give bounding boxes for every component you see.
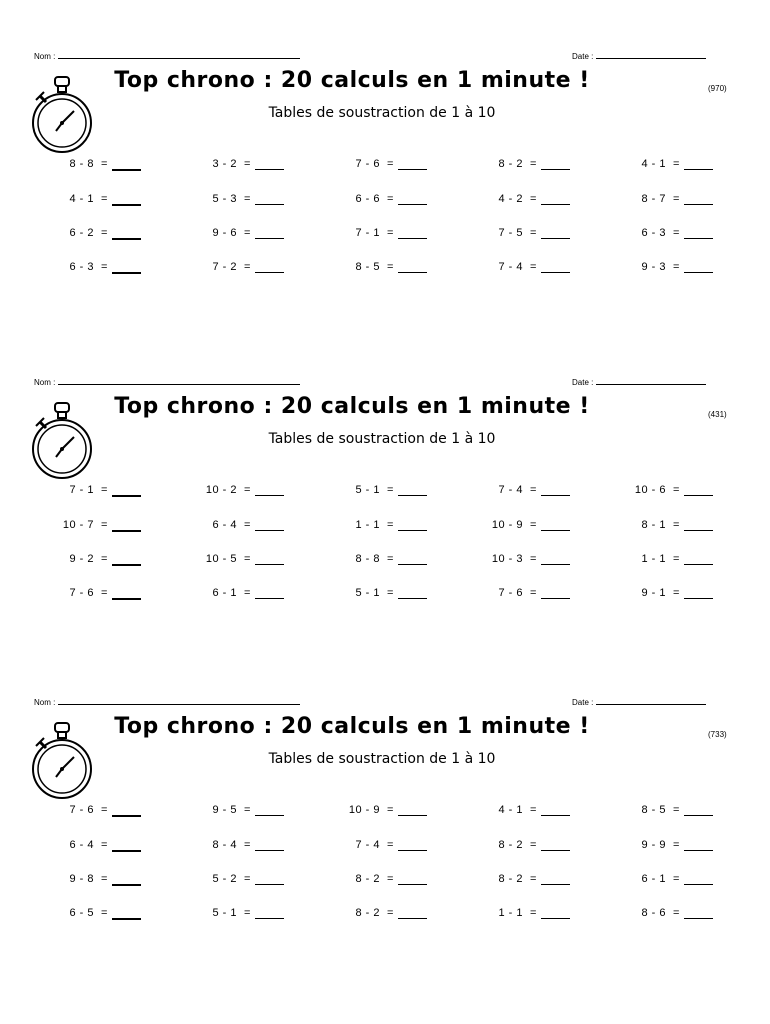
calculation-expression: 8 - 8 bbox=[69, 158, 94, 170]
equals-sign: = bbox=[244, 873, 251, 885]
equals-sign: = bbox=[530, 553, 537, 565]
date-line[interactable] bbox=[596, 50, 706, 59]
name-line[interactable] bbox=[58, 50, 300, 59]
name-label: Nom : bbox=[34, 698, 56, 707]
equals-sign: = bbox=[387, 158, 394, 170]
equals-sign: = bbox=[244, 553, 251, 565]
calculation-item bbox=[606, 261, 746, 281]
calculation-expression: 10 - 7 bbox=[62, 519, 94, 531]
equals-sign: = bbox=[530, 587, 537, 599]
equals-sign: = bbox=[101, 873, 108, 885]
answer-blank[interactable] bbox=[112, 884, 141, 886]
date-label: Date : bbox=[572, 52, 594, 61]
equals-sign: = bbox=[387, 553, 394, 565]
calculation-item bbox=[177, 519, 317, 539]
equals-sign: = bbox=[101, 839, 108, 851]
worksheet-title: Top chrono : 20 calculs en 1 minute ! bbox=[114, 714, 590, 739]
worksheet-title: Top chrono : 20 calculs en 1 minute ! bbox=[114, 68, 590, 93]
worksheet-subtitle: Tables de soustraction de 1 à 10 bbox=[268, 105, 496, 121]
calculation-item bbox=[320, 873, 460, 893]
calculation-item bbox=[177, 587, 317, 607]
answer-blank[interactable] bbox=[255, 598, 284, 599]
calculation-expression: 6 - 3 bbox=[641, 227, 666, 239]
answer-blank[interactable] bbox=[684, 238, 713, 239]
calculation-item bbox=[177, 907, 317, 927]
calculation-expression: 9 - 8 bbox=[69, 873, 94, 885]
equals-sign: = bbox=[387, 804, 394, 816]
calculation-item bbox=[34, 261, 174, 281]
calculation-expression: 8 - 1 bbox=[641, 519, 666, 531]
calculation-item bbox=[34, 873, 174, 893]
calculation-item bbox=[463, 227, 603, 247]
equals-sign: = bbox=[530, 193, 537, 205]
calculation-item bbox=[177, 839, 317, 859]
date-label: Date : bbox=[572, 378, 594, 387]
calculation-grid bbox=[0, 804, 770, 919]
worksheet-title: Top chrono : 20 calculs en 1 minute ! bbox=[114, 394, 590, 419]
answer-blank[interactable] bbox=[398, 169, 427, 170]
calculation-expression: 9 - 6 bbox=[212, 227, 237, 239]
calculation-expression: 1 - 1 bbox=[641, 553, 666, 565]
name-field[interactable] bbox=[34, 696, 300, 707]
answer-blank[interactable] bbox=[541, 169, 570, 170]
answer-blank[interactable] bbox=[684, 918, 713, 919]
calculation-item bbox=[177, 804, 317, 824]
answer-blank[interactable] bbox=[255, 272, 284, 273]
equals-sign: = bbox=[101, 587, 108, 599]
calculation-item bbox=[34, 484, 174, 504]
equals-sign: = bbox=[530, 839, 537, 851]
header-fields bbox=[34, 50, 724, 64]
answer-blank[interactable] bbox=[541, 238, 570, 239]
equals-sign: = bbox=[673, 873, 680, 885]
calculation-item bbox=[320, 227, 460, 247]
date-field[interactable] bbox=[572, 696, 706, 707]
equals-sign: = bbox=[387, 261, 394, 273]
worksheet-code: (733) bbox=[708, 730, 727, 739]
answer-blank[interactable] bbox=[255, 850, 284, 851]
equals-sign: = bbox=[244, 519, 251, 531]
calculation-item bbox=[606, 158, 746, 178]
answer-blank[interactable] bbox=[112, 169, 141, 171]
answer-blank[interactable] bbox=[255, 815, 284, 816]
worksheet-subtitle: Tables de soustraction de 1 à 10 bbox=[268, 751, 496, 767]
answer-blank[interactable] bbox=[541, 815, 570, 816]
calculation-expression: 6 - 4 bbox=[212, 519, 237, 531]
answer-blank[interactable] bbox=[255, 204, 284, 205]
calculation-expression: 4 - 2 bbox=[498, 193, 523, 205]
equals-sign: = bbox=[387, 587, 394, 599]
answer-blank[interactable] bbox=[684, 204, 713, 205]
answer-blank[interactable] bbox=[112, 238, 141, 240]
answer-blank[interactable] bbox=[398, 238, 427, 239]
name-line[interactable] bbox=[58, 696, 300, 705]
calculation-expression: 8 - 8 bbox=[355, 553, 380, 565]
calculation-expression: 8 - 2 bbox=[498, 839, 523, 851]
answer-blank[interactable] bbox=[398, 530, 427, 531]
equals-sign: = bbox=[101, 193, 108, 205]
calculation-expression: 6 - 6 bbox=[355, 193, 380, 205]
answer-blank[interactable] bbox=[398, 564, 427, 565]
answer-blank[interactable] bbox=[398, 272, 427, 273]
calculation-item bbox=[320, 804, 460, 824]
equals-sign: = bbox=[673, 193, 680, 205]
calculation-item bbox=[320, 587, 460, 607]
calculation-expression: 10 - 6 bbox=[634, 484, 666, 496]
calculation-item bbox=[320, 484, 460, 504]
calculation-expression: 10 - 5 bbox=[205, 553, 237, 565]
calculation-expression: 7 - 5 bbox=[498, 227, 523, 239]
calculation-expression: 8 - 4 bbox=[212, 839, 237, 851]
calculation-expression: 7 - 4 bbox=[498, 261, 523, 273]
equals-sign: = bbox=[101, 227, 108, 239]
calculation-expression: 6 - 2 bbox=[69, 227, 94, 239]
answer-blank[interactable] bbox=[541, 598, 570, 599]
equals-sign: = bbox=[530, 158, 537, 170]
calculation-item bbox=[463, 587, 603, 607]
calculation-item bbox=[320, 519, 460, 539]
equals-sign: = bbox=[530, 227, 537, 239]
equals-sign: = bbox=[673, 839, 680, 851]
calculation-expression: 8 - 5 bbox=[355, 261, 380, 273]
calculation-expression: 5 - 1 bbox=[355, 587, 380, 599]
calculation-item bbox=[320, 158, 460, 178]
equals-sign: = bbox=[530, 804, 537, 816]
equals-sign: = bbox=[244, 484, 251, 496]
answer-blank[interactable] bbox=[398, 850, 427, 851]
equals-sign: = bbox=[387, 227, 394, 239]
answer-blank[interactable] bbox=[684, 850, 713, 851]
calculation-expression: 7 - 6 bbox=[69, 804, 94, 816]
equals-sign: = bbox=[244, 193, 251, 205]
calculation-item bbox=[606, 907, 746, 927]
equals-sign: = bbox=[673, 261, 680, 273]
name-field[interactable] bbox=[34, 376, 300, 387]
calculation-item bbox=[34, 158, 174, 178]
calculation-expression: 10 - 9 bbox=[491, 519, 523, 531]
calculation-item bbox=[34, 839, 174, 859]
calculation-item bbox=[606, 553, 746, 573]
answer-blank[interactable] bbox=[684, 564, 713, 565]
name-field[interactable] bbox=[34, 50, 300, 61]
header-fields bbox=[34, 376, 724, 390]
answer-blank[interactable] bbox=[541, 884, 570, 885]
answer-blank[interactable] bbox=[541, 918, 570, 919]
equals-sign: = bbox=[387, 193, 394, 205]
answer-blank[interactable] bbox=[112, 530, 141, 532]
calculation-item bbox=[320, 553, 460, 573]
answer-blank[interactable] bbox=[541, 204, 570, 205]
equals-sign: = bbox=[387, 873, 394, 885]
equals-sign: = bbox=[244, 261, 251, 273]
equals-sign: = bbox=[101, 907, 108, 919]
calculation-item bbox=[606, 193, 746, 213]
calculation-item bbox=[463, 873, 603, 893]
equals-sign: = bbox=[387, 907, 394, 919]
calculation-grid bbox=[0, 158, 770, 273]
calculation-expression: 6 - 1 bbox=[212, 587, 237, 599]
answer-blank[interactable] bbox=[684, 272, 713, 273]
answer-blank[interactable] bbox=[398, 598, 427, 599]
equals-sign: = bbox=[530, 484, 537, 496]
answer-blank[interactable] bbox=[112, 272, 141, 274]
equals-sign: = bbox=[101, 519, 108, 531]
answer-blank[interactable] bbox=[112, 850, 141, 852]
equals-sign: = bbox=[387, 519, 394, 531]
equals-sign: = bbox=[673, 158, 680, 170]
calculation-item bbox=[463, 193, 603, 213]
calculation-item bbox=[463, 839, 603, 859]
equals-sign: = bbox=[101, 484, 108, 496]
equals-sign: = bbox=[530, 873, 537, 885]
calculation-item bbox=[463, 907, 603, 927]
calculation-expression: 1 - 1 bbox=[355, 519, 380, 531]
worksheet-code: (431) bbox=[708, 410, 727, 419]
calculation-item bbox=[34, 227, 174, 247]
equals-sign: = bbox=[673, 227, 680, 239]
name-line[interactable] bbox=[58, 376, 300, 385]
answer-blank[interactable] bbox=[684, 598, 713, 599]
answer-blank[interactable] bbox=[398, 884, 427, 885]
answer-blank[interactable] bbox=[255, 918, 284, 919]
calculation-item bbox=[606, 227, 746, 247]
calculation-item bbox=[320, 261, 460, 281]
equals-sign: = bbox=[673, 553, 680, 565]
calculation-expression: 7 - 4 bbox=[498, 484, 523, 496]
calculation-item bbox=[320, 839, 460, 859]
calculation-expression: 7 - 6 bbox=[69, 587, 94, 599]
calculation-expression: 4 - 1 bbox=[498, 804, 523, 816]
calculation-expression: 8 - 2 bbox=[498, 158, 523, 170]
calculation-expression: 5 - 1 bbox=[212, 907, 237, 919]
calculation-expression: 7 - 4 bbox=[355, 839, 380, 851]
answer-blank[interactable] bbox=[112, 598, 141, 600]
date-field[interactable] bbox=[572, 376, 706, 387]
calculation-item bbox=[177, 484, 317, 504]
answer-blank[interactable] bbox=[112, 204, 141, 206]
answer-blank[interactable] bbox=[398, 815, 427, 816]
equals-sign: = bbox=[673, 907, 680, 919]
answer-blank[interactable] bbox=[684, 815, 713, 816]
calculation-expression: 6 - 1 bbox=[641, 873, 666, 885]
calculation-expression: 4 - 1 bbox=[641, 158, 666, 170]
calculation-expression: 9 - 3 bbox=[641, 261, 666, 273]
calculation-expression: 8 - 5 bbox=[641, 804, 666, 816]
equals-sign: = bbox=[530, 519, 537, 531]
equals-sign: = bbox=[244, 227, 251, 239]
calculation-expression: 8 - 2 bbox=[355, 907, 380, 919]
equals-sign: = bbox=[101, 261, 108, 273]
calculation-grid bbox=[0, 484, 770, 599]
calculation-item bbox=[34, 553, 174, 573]
answer-blank[interactable] bbox=[541, 530, 570, 531]
answer-blank[interactable] bbox=[255, 495, 284, 496]
calculation-item bbox=[463, 804, 603, 824]
calculation-expression: 6 - 4 bbox=[69, 839, 94, 851]
calculation-item bbox=[606, 804, 746, 824]
answer-blank[interactable] bbox=[541, 564, 570, 565]
answer-blank[interactable] bbox=[255, 884, 284, 885]
answer-blank[interactable] bbox=[112, 815, 141, 817]
calculation-item bbox=[606, 839, 746, 859]
equals-sign: = bbox=[101, 158, 108, 170]
equals-sign: = bbox=[673, 519, 680, 531]
calculation-expression: 10 - 2 bbox=[205, 484, 237, 496]
calculation-item bbox=[177, 261, 317, 281]
calculation-expression: 5 - 2 bbox=[212, 873, 237, 885]
answer-blank[interactable] bbox=[112, 918, 141, 920]
calculation-expression: 9 - 9 bbox=[641, 839, 666, 851]
calculation-item bbox=[463, 553, 603, 573]
calculation-expression: 9 - 5 bbox=[212, 804, 237, 816]
header-fields bbox=[34, 696, 724, 710]
equals-sign: = bbox=[244, 907, 251, 919]
worksheet-subtitle: Tables de soustraction de 1 à 10 bbox=[268, 431, 496, 447]
calculation-expression: 7 - 6 bbox=[355, 158, 380, 170]
answer-blank[interactable] bbox=[684, 169, 713, 170]
date-line[interactable] bbox=[596, 696, 706, 705]
calculation-expression: 8 - 7 bbox=[641, 193, 666, 205]
calculation-item bbox=[606, 587, 746, 607]
worksheet-code: (970) bbox=[708, 84, 727, 93]
calculation-expression: 9 - 1 bbox=[641, 587, 666, 599]
calculation-expression: 7 - 1 bbox=[355, 227, 380, 239]
calculation-item bbox=[177, 873, 317, 893]
equals-sign: = bbox=[244, 158, 251, 170]
answer-blank[interactable] bbox=[684, 495, 713, 496]
equals-sign: = bbox=[530, 261, 537, 273]
equals-sign: = bbox=[387, 839, 394, 851]
equals-sign: = bbox=[530, 907, 537, 919]
calculation-item bbox=[34, 907, 174, 927]
equals-sign: = bbox=[673, 587, 680, 599]
calculation-item bbox=[320, 193, 460, 213]
date-field[interactable] bbox=[572, 50, 706, 61]
answer-blank[interactable] bbox=[255, 238, 284, 239]
answer-blank[interactable] bbox=[398, 204, 427, 205]
answer-blank[interactable] bbox=[255, 169, 284, 170]
calculation-expression: 1 - 1 bbox=[498, 907, 523, 919]
calculation-expression: 9 - 2 bbox=[69, 553, 94, 565]
calculation-item bbox=[177, 553, 317, 573]
equals-sign: = bbox=[673, 804, 680, 816]
calculation-expression: 5 - 3 bbox=[212, 193, 237, 205]
worksheet bbox=[0, 692, 770, 982]
worksheet bbox=[0, 372, 770, 662]
answer-blank[interactable] bbox=[541, 495, 570, 496]
worksheet bbox=[0, 46, 770, 336]
answer-blank[interactable] bbox=[398, 918, 427, 919]
calculation-item bbox=[34, 193, 174, 213]
answer-blank[interactable] bbox=[684, 530, 713, 531]
calculation-expression: 7 - 6 bbox=[498, 587, 523, 599]
calculation-item bbox=[34, 804, 174, 824]
calculation-expression: 5 - 1 bbox=[355, 484, 380, 496]
equals-sign: = bbox=[101, 553, 108, 565]
calculation-expression: 8 - 6 bbox=[641, 907, 666, 919]
calculation-item bbox=[463, 484, 603, 504]
calculation-item bbox=[606, 484, 746, 504]
calculation-item bbox=[463, 519, 603, 539]
calculation-item bbox=[177, 193, 317, 213]
answer-blank[interactable] bbox=[541, 272, 570, 273]
answer-blank[interactable] bbox=[255, 564, 284, 565]
calculation-item bbox=[177, 227, 317, 247]
name-label: Nom : bbox=[34, 378, 56, 387]
calculation-expression: 10 - 9 bbox=[348, 804, 380, 816]
name-label: Nom : bbox=[34, 52, 56, 61]
equals-sign: = bbox=[244, 804, 251, 816]
calculation-expression: 7 - 1 bbox=[69, 484, 94, 496]
answer-blank[interactable] bbox=[112, 495, 141, 497]
calculation-item bbox=[606, 873, 746, 893]
date-line[interactable] bbox=[596, 376, 706, 385]
calculation-item bbox=[463, 158, 603, 178]
calculation-item bbox=[34, 519, 174, 539]
calculation-expression: 8 - 2 bbox=[498, 873, 523, 885]
calculation-item bbox=[34, 587, 174, 607]
equals-sign: = bbox=[101, 804, 108, 816]
calculation-expression: 3 - 2 bbox=[212, 158, 237, 170]
date-label: Date : bbox=[572, 698, 594, 707]
equals-sign: = bbox=[244, 839, 251, 851]
answer-blank[interactable] bbox=[398, 495, 427, 496]
calculation-expression: 4 - 1 bbox=[69, 193, 94, 205]
calculation-expression: 6 - 3 bbox=[69, 261, 94, 273]
calculation-expression: 8 - 2 bbox=[355, 873, 380, 885]
answer-blank[interactable] bbox=[255, 530, 284, 531]
calculation-expression: 6 - 5 bbox=[69, 907, 94, 919]
calculation-expression: 7 - 2 bbox=[212, 261, 237, 273]
answer-blank[interactable] bbox=[684, 884, 713, 885]
calculation-item bbox=[463, 261, 603, 281]
answer-blank[interactable] bbox=[112, 564, 141, 566]
calculation-expression: 10 - 3 bbox=[491, 553, 523, 565]
calculation-item bbox=[606, 519, 746, 539]
equals-sign: = bbox=[244, 587, 251, 599]
calculation-item bbox=[320, 907, 460, 927]
equals-sign: = bbox=[387, 484, 394, 496]
answer-blank[interactable] bbox=[541, 850, 570, 851]
equals-sign: = bbox=[673, 484, 680, 496]
calculation-item bbox=[177, 158, 317, 178]
